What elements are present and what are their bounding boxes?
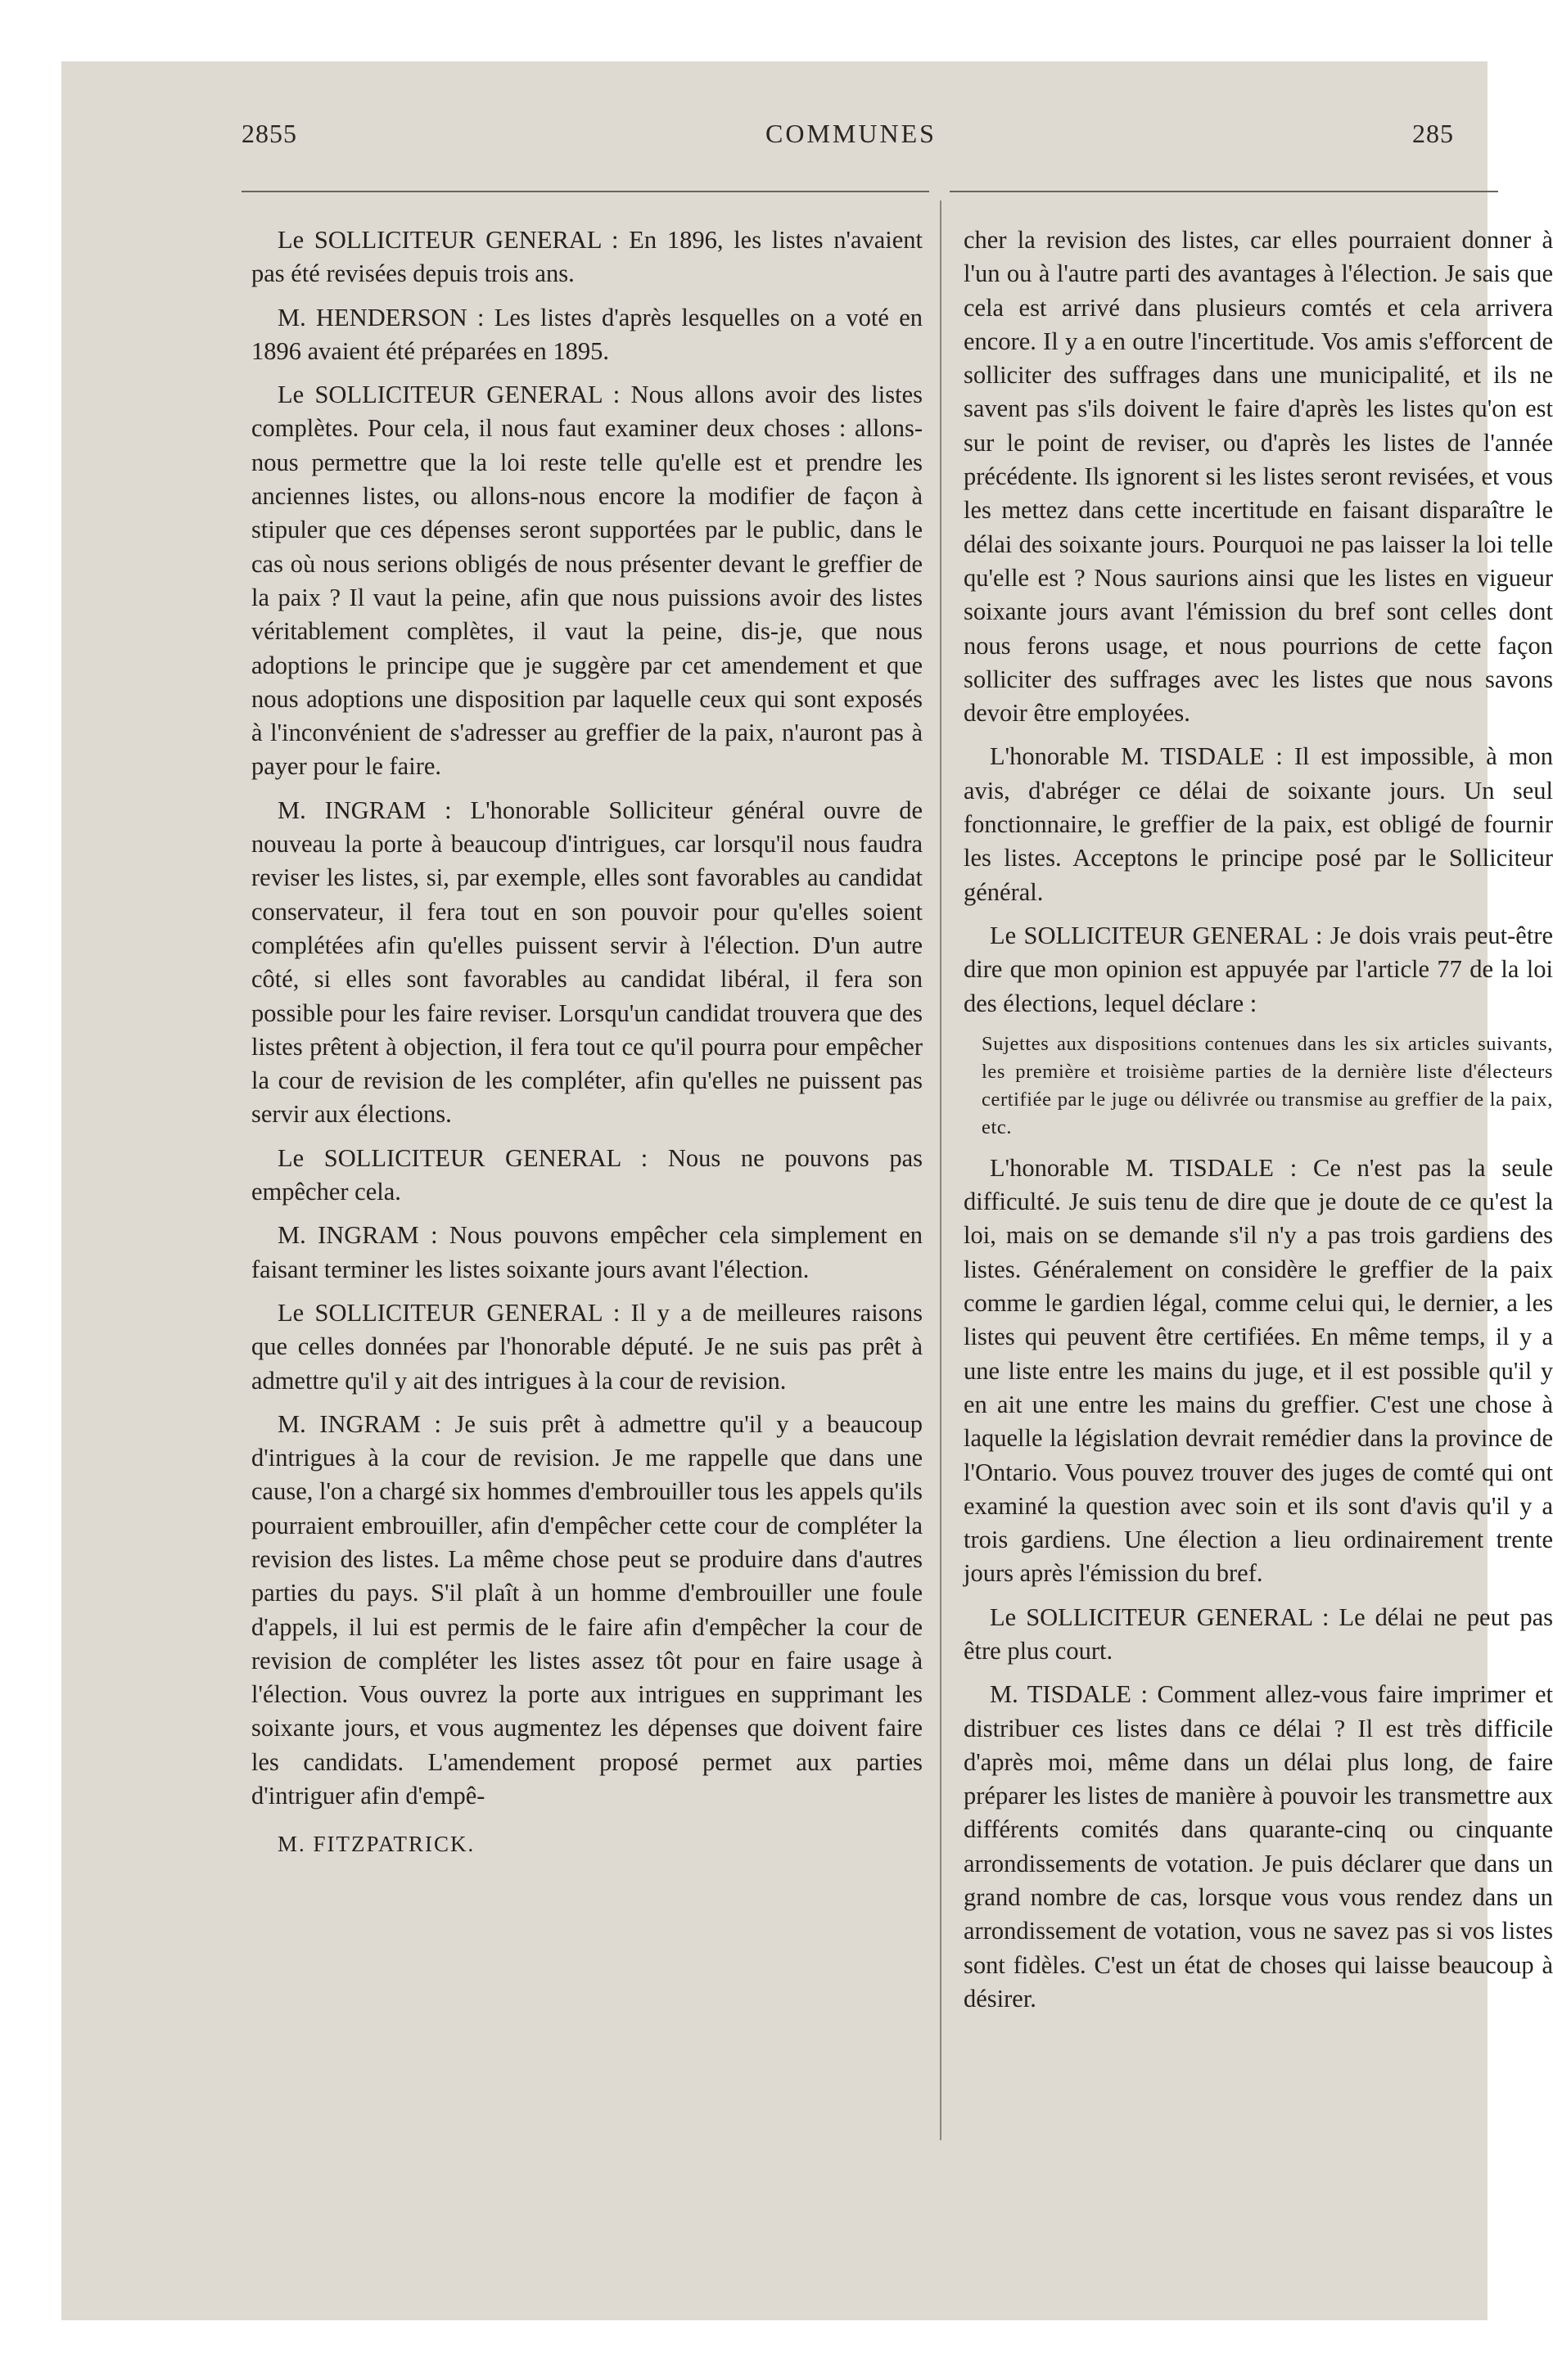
paragraph: L'honorable M. TISDALE : Il est impossible, à mon avis, d'abréger ce délai de soixante jours. Un seul fonctionnaire, le greffier de la paix, est obligé de fournir les listes. Acceptons le principe posé par le Solliciteur général.	[964, 742, 1553, 906]
paragraph: L'honorable M. TISDALE : Ce n'est pas la seule difficulté. Je suis tenu de dire que je doute de ce qu'est la loi, mais on se demande s'il n'y a pas trois gardiens des listes. Généralement on considère le greffier de la paix comme le gardien légal, comme celui qui, le dernier, a les listes qui peuvent être certifiées. En même temps, il y a une liste entre les mains du juge, et il est possible qu'il y en ait une entre les mains du greffier. C'est une chose à laquelle la législation devrait remédier dans la province de l'Ontario. Vous pouvez trouver des juges de comté qui ont examiné la question avec soin et ils sont d'avis qu'il y a trois gardiens. Une élection a lieu ordinairement trente jours après l'émission du bref.	[964, 1153, 1553, 1588]
column-divider	[940, 201, 941, 2140]
left-column	[251, 223, 923, 1872]
paragraph: M. TISDALE : Comment allez-vous faire imprimer et distribuer ces listes dans ce délai ? Il est très difficile d'après moi, même dans un délai plus long, de faire préparer les listes de manière à pouvoir les transmettre aux différents comités dans quarante-cinq ou cinquante arrondissements de votation. Je puis déclarer que dans un grand nombre de cas, lorsque vous vous rendez dans un arrondissement de votation, vous ne savez pas si vos listes sont fidèles. C'est un état de choses qui laisse beaucoup à désirer.	[964, 1680, 1553, 2013]
running-title: COMMUNES	[765, 119, 937, 148]
header-rule-right	[950, 191, 1498, 192]
paragraph: Le SOLLICITEUR GENERAL : Il y a de meilleures raisons que celles données par l'honorable député. Je ne suis pas prêt à admettre qu'il y ait des intrigues à la cour de revision.	[251, 1298, 923, 1395]
paragraph: Le SOLLICITEUR GENERAL : Je dois vrais peut-être dire que mon opinion est appuyée par l'article 77 de la loi des élections, lequel déclare :	[964, 921, 1553, 1017]
catchword-signature: M. FITZPATRICK.	[278, 1832, 476, 1857]
page-header	[61, 119, 1488, 160]
scanned-page	[61, 61, 1553, 2320]
paragraph: M. INGRAM : Je suis prêt à admettre qu'il y a beaucoup d'intrigues à la cour de revision. Je me rappelle que dans une cause, l'on a chargé six hommes d'embrouiller tous les appels qu'ils pourraient embrouiller, afin d'empêcher cette cour de compléter la revision des listes. La même chose peut se produire dans d'autres parties du pays. S'il plaît à un homme d'embrouiller une foule d'appels, il lui est permis de le faire afin d'empêcher la cour de revision de compléter les listes assez tôt pour en faire usage à l'élection. Vous ouvrez la porte aux intrigues en supprimant les soixante jours, et vous augmentez les dépenses que doivent faire les candidats. L'amendement proposé permet aux parties d'intriguer afin d'empê-	[251, 1409, 923, 1810]
header-rule-left	[242, 191, 929, 192]
page-number-right: 285	[1412, 119, 1454, 148]
paragraph: M. HENDERSON : Les listes d'après lesquelles on a voté en 1896 avaient été préparées en 1895.	[251, 303, 923, 365]
paragraph: M. INGRAM : L'honorable Solliciteur général ouvre de nouveau la porte à beaucoup d'intrigues, car lorsqu'il nous faudra reviser les listes, si, par exemple, elles sont favorables au candidat conservateur, il fera tout en son pouvoir pour qu'elles soient complétées afin qu'elles puissent servir à l'élection. D'un autre côté, si elles sont favorables au candidat libéral, il fera son possible pour les faire reviser. Lorsqu'un candidat trouvera que des listes prêtent à objection, il fera tout ce qu'il pourra pour empêcher la cour de revision de les compléter, afin qu'elles ne puissent pas servir aux élections.	[251, 796, 923, 1129]
paragraph: Le SOLLICITEUR GENERAL : Nous allons avoir des listes complètes. Pour cela, il nous faut examiner deux choses : allons-nous permettre que la loi reste telle qu'elle est et prendre les anciennes listes, ou allons-nous encore la modifier de façon à stipuler que ces dépenses seront supportées par le public, dans le cas où nous serions obligés de nous présenter devant le greffier de la paix ? Il vaut la peine, afin que nous puissions avoir des listes véritablement complètes, il vaut la peine, dis-je, que nous adoptions le principe que je suggère par cet amendement et que nous adoptions une disposition par laquelle ceux qui sont exposés à l'inconvénient de s'adresser au greffier de la paix, n'auront pas à payer pour le faire.	[251, 381, 923, 781]
right-column	[964, 223, 1553, 2026]
paragraph: Le SOLLICITEUR GENERAL : En 1896, les listes n'avaient pas été revisées depuis trois ans.	[251, 226, 923, 288]
paragraph: cher la revision des listes, car elles pourraient donner à l'un ou à l'autre parti des avantages à l'élection. Je sais que cela est arrivé dans plusieurs comtés et cela arrivera encore. Il y a en outre l'incertitude. Vos amis s'efforcent de solliciter des suffrages dans une municipalité, et ils ne savent pas s'ils doivent le faire d'après les listes qu'on est sur le point de reviser, ou d'après les listes de l'année précédente. Ils ignorent si les listes seront revisées, et vous les mettez dans cette incertitude en faisant disparaître le délai des soixante jours. Pourquoi ne pas laisser la loi telle qu'elle est ? Nous saurions ainsi que les listes en vigueur soixante jours avant l'émission du bref sont celles dont nous ferons usage, et nous pourrions de cette façon solliciter des suffrages avec les listes que nous savons devoir être employées.	[964, 226, 1553, 728]
paragraph: Le SOLLICITEUR GENERAL : Nous ne pouvons pas empêcher cela.	[251, 1143, 923, 1206]
paragraph: Le SOLLICITEUR GENERAL : Le délai ne peut pas être plus court.	[964, 1602, 1553, 1665]
page-number-left: 2855	[242, 119, 297, 148]
paragraph: M. INGRAM : Nous pouvons empêcher cela simplement en faisant terminer les listes soixante jours avant l'élection.	[251, 1221, 923, 1283]
block-quote: Sujettes aux dispositions contenues dans les six articles suivants, les première et troisième parties de la dernière liste d'électeurs certifiée par le juge ou délivrée ou transmise au greffier de la paix, etc.	[982, 1032, 1553, 1138]
